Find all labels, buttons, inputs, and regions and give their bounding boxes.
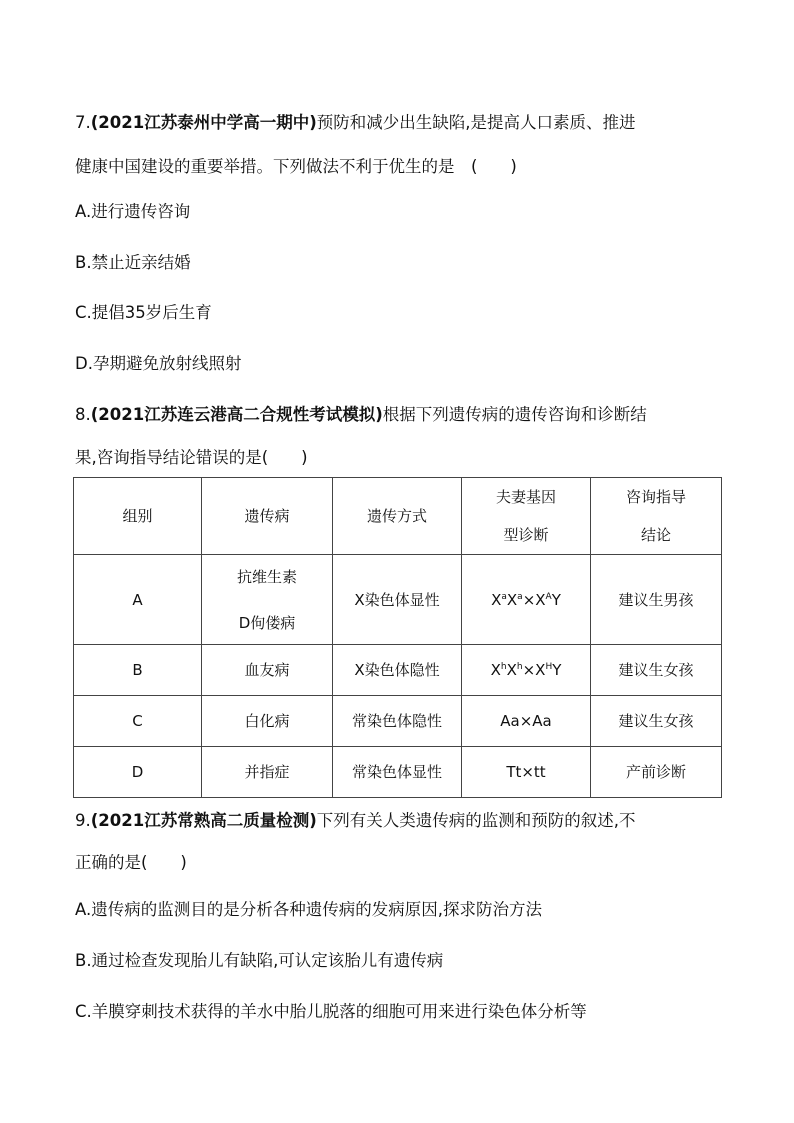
q9-source: (2021江苏常熟高二质量检测) [90,811,317,830]
q9-stem-line2: 正确的是( ) [75,853,187,872]
q7-option-b: B.禁止近亲结婚 [75,253,191,272]
header-group: 组别 [74,478,202,555]
header-disease: 遗传病 [202,478,333,555]
cell-advice: 建议生女孩 [591,696,722,747]
q7-stem-text1: 预防和减少出生缺陷,是提高人口素质、推进 [316,113,636,132]
header-advice: 咨询指导 结论 [591,478,722,555]
table-row [74,555,722,645]
cell-disease: 并指症 [202,747,333,798]
cell-disease: 抗维生素 D佝偻病 [202,555,333,645]
cell-disease: 白化病 [202,696,333,747]
cell-genotype: Tt×tt [462,747,591,798]
q7-stem-line2: 健康中国建设的重要举措。下列做法不利于优生的是 ( ) [75,157,517,176]
cell-group: C [74,696,202,747]
q9-option-a: A.遗传病的监测目的是分析各种遗传病的发病原因,探求防治方法 [75,900,542,919]
q7-option-d: D.孕期避免放射线照射 [75,354,242,373]
cell-group: A [74,555,202,645]
cell-advice: 建议生女孩 [591,645,722,696]
table-row [74,696,722,747]
q9-option-b: B.通过检查发现胎儿有缺陷,可认定该胎儿有遗传病 [75,951,444,970]
cell-genotype: $X^aX^a\times X^AY$ [462,555,591,645]
cell-group: B [74,645,202,696]
cell-mode: X染色体隐性 [333,645,462,696]
q9-stem-line1 [75,809,636,833]
q8-source: (2021江苏连云港高二合规性考试模拟) [90,405,383,424]
q7-stem-line1 [75,111,636,135]
q8-stem-text1: 根据下列遗传病的遗传咨询和诊断结 [382,405,647,424]
table-header-row [74,478,722,555]
q7-source: (2021江苏泰州中学高一期中) [90,113,317,132]
cell-disease: 血友病 [202,645,333,696]
genetic-disease-table [73,477,722,798]
q7-option-a: A.进行遗传咨询 [75,202,191,221]
cell-mode: X染色体显性 [333,555,462,645]
cell-genotype: $X^hX^h\times X^HY$ [462,645,591,696]
header-genotype: 夫妻基因 型诊断 [462,478,591,555]
q8-stem-line2: 果,咨询指导结论错误的是( ) [75,448,308,467]
q7-number: 7. [75,113,91,132]
q7-option-c: C.提倡35岁后生育 [75,303,212,322]
q9-number: 9. [75,811,91,830]
cell-genotype: Aa×Aa [462,696,591,747]
cell-advice: 建议生男孩 [591,555,722,645]
cell-mode: 常染色体隐性 [333,696,462,747]
q8-number: 8. [75,405,91,424]
cell-advice: 产前诊断 [591,747,722,798]
cell-mode: 常染色体显性 [333,747,462,798]
q8-stem-line1 [75,403,647,427]
table-row [74,747,722,798]
header-mode: 遗传方式 [333,478,462,555]
table-row [74,645,722,696]
q9-stem-text1: 下列有关人类遗传病的监测和预防的叙述,不 [316,811,636,830]
cell-group: D [74,747,202,798]
q9-option-c: C.羊膜穿刺技术获得的羊水中胎儿脱落的细胞可用来进行染色体分析等 [75,1002,587,1021]
